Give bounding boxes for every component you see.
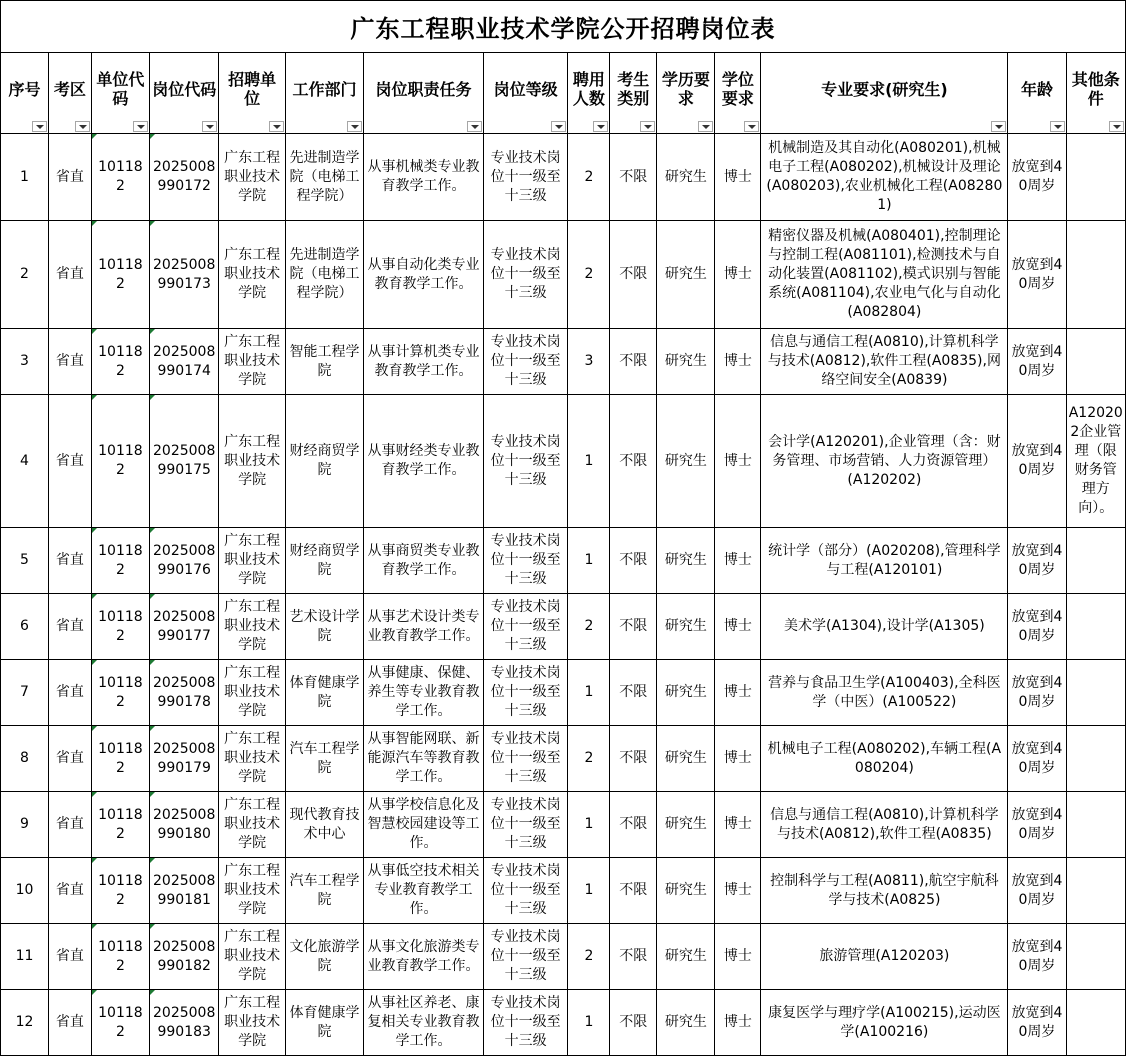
cell-age[interactable]: 放宽到40周岁 [1008, 221, 1066, 329]
cell-level[interactable]: 专业技术岗位十一级至十三级 [483, 726, 568, 792]
cell-count[interactable]: 2 [568, 726, 610, 792]
cell-seq[interactable]: 6 [1, 594, 49, 660]
cell-age[interactable]: 放宽到40周岁 [1008, 726, 1066, 792]
cell-degree[interactable]: 博士 [715, 792, 761, 858]
cell-seq[interactable]: 7 [1, 660, 49, 726]
table-row [1, 858, 1126, 924]
column-header-label: 招聘单位 [228, 70, 277, 108]
text-number-marker-icon [92, 528, 97, 533]
cell-seq[interactable]: 5 [1, 528, 49, 594]
cell-age[interactable]: 放宽到40周岁 [1008, 594, 1066, 660]
cell-seq[interactable]: 10 [1, 858, 49, 924]
filter-dropdown-icon[interactable] [202, 121, 217, 132]
table-row [1, 660, 1126, 726]
text-number-marker-icon [150, 726, 155, 731]
text-number-marker-icon [150, 594, 155, 599]
cell-age[interactable]: 放宽到40周岁 [1008, 395, 1066, 528]
cell-level[interactable]: 专业技术岗位十一级至十三级 [483, 329, 568, 395]
table-row [1, 134, 1126, 221]
cell-major[interactable]: 会计学(A120201),企业管理（含：财务管理、市场营销、人力资源管理）(A120202) [761, 395, 1008, 528]
cell-count[interactable]: 2 [568, 594, 610, 660]
cell-other[interactable] [1066, 858, 1125, 924]
cell-candidate[interactable]: 不限 [610, 660, 657, 726]
cell-count[interactable]: 1 [568, 792, 610, 858]
cell-dept[interactable]: 体育健康学院 [285, 990, 364, 1056]
column-header-label: 工作部门 [292, 79, 357, 99]
cell-major[interactable]: 信息与通信工程(A0810),计算机科学与技术(A0812),软件工程(A0835),网络空间安全(A0839) [761, 329, 1008, 395]
cell-degree[interactable]: 博士 [715, 221, 761, 329]
table-row [1, 990, 1126, 1056]
cell-degree[interactable]: 博士 [715, 924, 761, 990]
cell-degree[interactable]: 博士 [715, 134, 761, 221]
text-number-marker-icon [150, 792, 155, 797]
cell-unit[interactable]: 广东工程职业技术学院 [219, 221, 285, 329]
column-header-level [483, 53, 568, 134]
cell-other[interactable] [1066, 594, 1125, 660]
cell-other[interactable] [1066, 134, 1125, 221]
cell-major[interactable]: 旅游管理(A120203) [761, 924, 1008, 990]
cell-other[interactable]: A120202企业管理（限财务管理方向）。 [1066, 395, 1125, 528]
cell-post_code[interactable]: 2025008990181 [150, 858, 219, 924]
cell-other[interactable] [1066, 660, 1125, 726]
cell-unit[interactable]: 广东工程职业技术学院 [219, 528, 285, 594]
table-row [1, 395, 1126, 528]
text-number-marker-icon [150, 990, 155, 995]
filter-dropdown-icon[interactable] [698, 121, 713, 132]
cell-unit[interactable]: 广东工程职业技术学院 [219, 990, 285, 1056]
cell-education[interactable]: 研究生 [657, 134, 715, 221]
cell-major[interactable]: 信息与通信工程(A0810),计算机科学与技术(A0812),软件工程(A0835) [761, 792, 1008, 858]
cell-education[interactable]: 研究生 [657, 660, 715, 726]
cell-post_code[interactable]: 2025008990176 [150, 528, 219, 594]
cell-area[interactable]: 省直 [48, 660, 91, 726]
cell-other[interactable] [1066, 924, 1125, 990]
table-row [1, 726, 1126, 792]
cell-education[interactable]: 研究生 [657, 329, 715, 395]
cell-dept[interactable]: 先进制造学院（电梯工程学院） [285, 134, 364, 221]
text-number-marker-icon [92, 594, 97, 599]
text-number-marker-icon [150, 134, 155, 139]
table-row [1, 924, 1126, 990]
sheet-title: 广东工程职业技术学院公开招聘岗位表 [1, 1, 1126, 53]
cell-other[interactable] [1066, 792, 1125, 858]
header-row [1, 53, 1126, 134]
cell-area[interactable]: 省直 [48, 329, 91, 395]
cell-candidate[interactable]: 不限 [610, 594, 657, 660]
cell-education[interactable]: 研究生 [657, 221, 715, 329]
filter-dropdown-icon[interactable] [551, 121, 566, 132]
cell-area[interactable]: 省直 [48, 792, 91, 858]
cell-other[interactable] [1066, 221, 1125, 329]
cell-post_code[interactable]: 2025008990175 [150, 395, 219, 528]
text-number-marker-icon [92, 221, 97, 226]
cell-other[interactable] [1066, 726, 1125, 792]
text-number-marker-icon [150, 395, 155, 400]
cell-dept[interactable]: 汽车工程学院 [285, 726, 364, 792]
cell-candidate[interactable]: 不限 [610, 924, 657, 990]
cell-area[interactable]: 省直 [48, 134, 91, 221]
cell-education[interactable]: 研究生 [657, 528, 715, 594]
filter-dropdown-icon[interactable] [593, 121, 608, 132]
column-header-label: 序号 [8, 79, 41, 99]
cell-candidate[interactable]: 不限 [610, 329, 657, 395]
cell-area[interactable]: 省直 [48, 221, 91, 329]
column-header-label: 岗位等级 [493, 79, 558, 99]
cell-seq[interactable]: 2 [1, 221, 49, 329]
column-header-candidate [610, 53, 657, 134]
filter-dropdown-icon[interactable] [640, 121, 655, 132]
cell-seq[interactable]: 3 [1, 329, 49, 395]
cell-unit[interactable]: 广东工程职业技术学院 [219, 858, 285, 924]
cell-post_code[interactable]: 2025008990180 [150, 792, 219, 858]
column-header-label: 岗位职责任务 [375, 79, 472, 99]
cell-count[interactable]: 2 [568, 924, 610, 990]
text-number-marker-icon [92, 924, 97, 929]
cell-level[interactable]: 专业技术岗位十一级至十三级 [483, 528, 568, 594]
cell-degree[interactable]: 博士 [715, 990, 761, 1056]
cell-level[interactable]: 专业技术岗位十一级至十三级 [483, 660, 568, 726]
cell-education[interactable]: 研究生 [657, 990, 715, 1056]
cell-candidate[interactable]: 不限 [610, 221, 657, 329]
table-row [1, 329, 1126, 395]
column-header-dept [285, 53, 364, 134]
cell-post_code[interactable]: 2025008990183 [150, 990, 219, 1056]
filter-dropdown-icon[interactable] [133, 121, 148, 132]
filter-dropdown-icon[interactable] [269, 121, 284, 132]
text-number-marker-icon [150, 329, 155, 334]
cell-unit[interactable]: 广东工程职业技术学院 [219, 134, 285, 221]
column-header-unit_code [91, 53, 149, 134]
cell-unit[interactable]: 广东工程职业技术学院 [219, 726, 285, 792]
cell-level[interactable]: 专业技术岗位十一级至十三级 [483, 221, 568, 329]
cell-dept[interactable]: 智能工程学院 [285, 329, 364, 395]
cell-candidate[interactable]: 不限 [610, 792, 657, 858]
cell-duty[interactable]: 从事机械类专业教育教学工作。 [364, 134, 483, 221]
cell-education[interactable]: 研究生 [657, 395, 715, 528]
cell-unit[interactable]: 广东工程职业技术学院 [219, 660, 285, 726]
cell-degree[interactable]: 博士 [715, 660, 761, 726]
cell-dept[interactable]: 艺术设计学院 [285, 594, 364, 660]
cell-duty[interactable]: 从事健康、保健、养生等专业教育教学工作。 [364, 660, 483, 726]
cell-candidate[interactable]: 不限 [610, 858, 657, 924]
text-number-marker-icon [150, 221, 155, 226]
cell-duty[interactable]: 从事低空技术相关专业教育教学工作。 [364, 858, 483, 924]
text-number-marker-icon [92, 990, 97, 995]
cell-education[interactable]: 研究生 [657, 924, 715, 990]
cell-count[interactable]: 2 [568, 134, 610, 221]
text-number-marker-icon [92, 395, 97, 400]
cell-unit_code[interactable]: 101182 [91, 792, 149, 858]
cell-dept[interactable]: 现代教育技术中心 [285, 792, 364, 858]
table-row [1, 528, 1126, 594]
cell-dept[interactable]: 财经商贸学院 [285, 528, 364, 594]
cell-unit_code[interactable]: 101182 [91, 594, 149, 660]
column-header-label: 年龄 [1020, 79, 1053, 99]
cell-major[interactable]: 美术学(A1304),设计学(A1305) [761, 594, 1008, 660]
cell-major[interactable]: 机械电子工程(A080202),车辆工程(A080204) [761, 726, 1008, 792]
filter-dropdown-icon[interactable] [75, 121, 90, 132]
cell-seq[interactable]: 1 [1, 134, 49, 221]
cell-major[interactable]: 统计学（部分）(A020208),管理科学与工程(A120101) [761, 528, 1008, 594]
cell-dept[interactable]: 汽车工程学院 [285, 858, 364, 924]
cell-area[interactable]: 省直 [48, 395, 91, 528]
cell-duty[interactable]: 从事学校信息化及智慧校园建设等工作。 [364, 792, 483, 858]
cell-degree[interactable]: 博士 [715, 395, 761, 528]
cell-age[interactable]: 放宽到40周岁 [1008, 792, 1066, 858]
cell-count[interactable]: 1 [568, 395, 610, 528]
cell-age[interactable]: 放宽到40周岁 [1008, 329, 1066, 395]
cell-count[interactable]: 1 [568, 858, 610, 924]
text-number-marker-icon [150, 660, 155, 665]
cell-unit_code[interactable]: 101182 [91, 329, 149, 395]
cell-age[interactable]: 放宽到40周岁 [1008, 528, 1066, 594]
text-number-marker-icon [92, 329, 97, 334]
cell-area[interactable]: 省直 [48, 594, 91, 660]
cell-age[interactable]: 放宽到40周岁 [1008, 924, 1066, 990]
cell-unit_code[interactable]: 101182 [91, 924, 149, 990]
column-header-label: 岗位代码 [152, 79, 217, 99]
cell-unit[interactable]: 广东工程职业技术学院 [219, 329, 285, 395]
cell-seq[interactable]: 4 [1, 395, 49, 528]
cell-count[interactable]: 2 [568, 221, 610, 329]
cell-unit_code[interactable]: 101182 [91, 858, 149, 924]
column-header-label: 单位代码 [96, 70, 145, 108]
cell-duty[interactable]: 从事智能网联、新能源汽车等教育教学工作。 [364, 726, 483, 792]
cell-education[interactable]: 研究生 [657, 858, 715, 924]
cell-duty[interactable]: 从事商贸类专业教育教学工作。 [364, 528, 483, 594]
filter-dropdown-icon[interactable] [1109, 121, 1124, 132]
column-header-post_code [150, 53, 219, 134]
table-row [1, 792, 1126, 858]
cell-post_code[interactable]: 2025008990179 [150, 726, 219, 792]
table-body [1, 134, 1126, 1056]
cell-age[interactable]: 放宽到40周岁 [1008, 660, 1066, 726]
column-header-label: 学历要求 [661, 70, 710, 108]
cell-level[interactable]: 专业技术岗位十一级至十三级 [483, 924, 568, 990]
cell-age[interactable]: 放宽到40周岁 [1008, 134, 1066, 221]
cell-degree[interactable]: 博士 [715, 594, 761, 660]
column-header-label: 专业要求(研究生) [821, 79, 948, 99]
cell-dept[interactable]: 体育健康学院 [285, 660, 364, 726]
cell-post_code[interactable]: 2025008990174 [150, 329, 219, 395]
cell-unit_code[interactable]: 101182 [91, 660, 149, 726]
cell-candidate[interactable]: 不限 [610, 134, 657, 221]
cell-major[interactable]: 控制科学与工程(A0811),航空宇航科学与技术(A0825) [761, 858, 1008, 924]
cell-level[interactable]: 专业技术岗位十一级至十三级 [483, 134, 568, 221]
filter-dropdown-icon[interactable] [991, 121, 1006, 132]
cell-unit[interactable]: 广东工程职业技术学院 [219, 792, 285, 858]
cell-unit_code[interactable]: 101182 [91, 221, 149, 329]
table-row [1, 594, 1126, 660]
cell-candidate[interactable]: 不限 [610, 990, 657, 1056]
column-header-label: 考生类别 [617, 70, 650, 108]
cell-count[interactable]: 3 [568, 329, 610, 395]
cell-unit_code[interactable]: 101182 [91, 990, 149, 1056]
cell-seq[interactable]: 12 [1, 990, 49, 1056]
cell-duty[interactable]: 从事财经类专业教育教学工作。 [364, 395, 483, 528]
text-number-marker-icon [150, 924, 155, 929]
cell-level[interactable]: 专业技术岗位十一级至十三级 [483, 792, 568, 858]
cell-degree[interactable]: 博士 [715, 858, 761, 924]
cell-post_code[interactable]: 2025008990172 [150, 134, 219, 221]
column-header-label: 聘用人数 [572, 70, 605, 108]
cell-dept[interactable]: 财经商贸学院 [285, 395, 364, 528]
cell-unit[interactable]: 广东工程职业技术学院 [219, 924, 285, 990]
filter-dropdown-icon[interactable] [347, 121, 362, 132]
cell-major[interactable]: 营养与食品卫生学(A100403),全科医学（中医）(A100522) [761, 660, 1008, 726]
column-header-area [48, 53, 91, 134]
text-number-marker-icon [92, 858, 97, 863]
cell-duty[interactable]: 从事计算机类专业教育教学工作。 [364, 329, 483, 395]
cell-level[interactable]: 专业技术岗位十一级至十三级 [483, 594, 568, 660]
filter-dropdown-icon[interactable] [744, 121, 759, 132]
cell-seq[interactable]: 9 [1, 792, 49, 858]
cell-unit_code[interactable]: 101182 [91, 395, 149, 528]
cell-unit_code[interactable]: 101182 [91, 528, 149, 594]
cell-level[interactable]: 专业技术岗位十一级至十三级 [483, 395, 568, 528]
cell-degree[interactable]: 博士 [715, 528, 761, 594]
cell-other[interactable] [1066, 528, 1125, 594]
cell-dept[interactable]: 先进制造学院（电梯工程学院） [285, 221, 364, 329]
cell-level[interactable]: 专业技术岗位十一级至十三级 [483, 858, 568, 924]
cell-other[interactable] [1066, 990, 1125, 1056]
cell-degree[interactable]: 博士 [715, 726, 761, 792]
text-number-marker-icon [92, 792, 97, 797]
column-header-major [761, 53, 1008, 134]
cell-unit[interactable]: 广东工程职业技术学院 [219, 594, 285, 660]
text-number-marker-icon [150, 858, 155, 863]
cell-duty[interactable]: 从事文化旅游类专业教育教学工作。 [364, 924, 483, 990]
cell-post_code[interactable]: 2025008990177 [150, 594, 219, 660]
column-header-unit [219, 53, 285, 134]
cell-seq[interactable]: 11 [1, 924, 49, 990]
cell-unit_code[interactable]: 101182 [91, 134, 149, 221]
cell-post_code[interactable]: 2025008990182 [150, 924, 219, 990]
cell-age[interactable]: 放宽到40周岁 [1008, 990, 1066, 1056]
cell-post_code[interactable]: 2025008990178 [150, 660, 219, 726]
cell-seq[interactable]: 8 [1, 726, 49, 792]
filter-dropdown-icon[interactable] [1050, 121, 1065, 132]
cell-unit[interactable]: 广东工程职业技术学院 [219, 395, 285, 528]
cell-other[interactable] [1066, 329, 1125, 395]
cell-education[interactable]: 研究生 [657, 726, 715, 792]
cell-major[interactable]: 康复医学与理疗学(A100215),运动医学(A100216) [761, 990, 1008, 1056]
cell-area[interactable]: 省直 [48, 990, 91, 1056]
column-header-age [1008, 53, 1066, 134]
table-row [1, 221, 1126, 329]
filter-dropdown-icon[interactable] [467, 121, 482, 132]
column-header-count [568, 53, 610, 134]
cell-degree[interactable]: 博士 [715, 329, 761, 395]
column-header-label: 学位要求 [721, 70, 754, 108]
filter-dropdown-icon[interactable] [32, 121, 47, 132]
cell-candidate[interactable]: 不限 [610, 726, 657, 792]
cell-area[interactable]: 省直 [48, 858, 91, 924]
cell-area[interactable]: 省直 [48, 726, 91, 792]
cell-count[interactable]: 1 [568, 528, 610, 594]
cell-post_code[interactable]: 2025008990173 [150, 221, 219, 329]
text-number-marker-icon [150, 528, 155, 533]
cell-major[interactable]: 精密仪器及机械(A080401),控制理论与控制工程(A081101),检测技术与自动化装置(A081102),模式识别与智能系统(A081104),农业电气化与自动化(A082804) [761, 221, 1008, 329]
cell-duty[interactable]: 从事自动化类专业教育教学工作。 [364, 221, 483, 329]
cell-duty[interactable]: 从事艺术设计类专业教育教学工作。 [364, 594, 483, 660]
text-number-marker-icon [92, 660, 97, 665]
cell-unit_code[interactable]: 101182 [91, 726, 149, 792]
cell-candidate[interactable]: 不限 [610, 395, 657, 528]
column-header-label: 考区 [53, 79, 86, 99]
cell-count[interactable]: 1 [568, 660, 610, 726]
cell-duty[interactable]: 从事社区养老、康复相关专业教育教学工作。 [364, 990, 483, 1056]
text-number-marker-icon [92, 134, 97, 139]
cell-education[interactable]: 研究生 [657, 792, 715, 858]
cell-age[interactable]: 放宽到40周岁 [1008, 858, 1066, 924]
column-header-label: 其他条件 [1071, 70, 1120, 108]
cell-area[interactable]: 省直 [48, 924, 91, 990]
column-header-other [1066, 53, 1125, 134]
column-header-seq [1, 53, 49, 134]
column-header-education [657, 53, 715, 134]
cell-dept[interactable]: 文化旅游学院 [285, 924, 364, 990]
cell-education[interactable]: 研究生 [657, 594, 715, 660]
column-header-degree [715, 53, 761, 134]
column-header-duty [364, 53, 483, 134]
cell-candidate[interactable]: 不限 [610, 528, 657, 594]
cell-level[interactable]: 专业技术岗位十一级至十三级 [483, 990, 568, 1056]
cell-area[interactable]: 省直 [48, 528, 91, 594]
cell-major[interactable]: 机械制造及其自动化(A080201),机械电子工程(A080202),机械设计及理论(A080203),农业机械化工程(A082801) [761, 134, 1008, 221]
cell-count[interactable]: 1 [568, 990, 610, 1056]
text-number-marker-icon [92, 726, 97, 731]
